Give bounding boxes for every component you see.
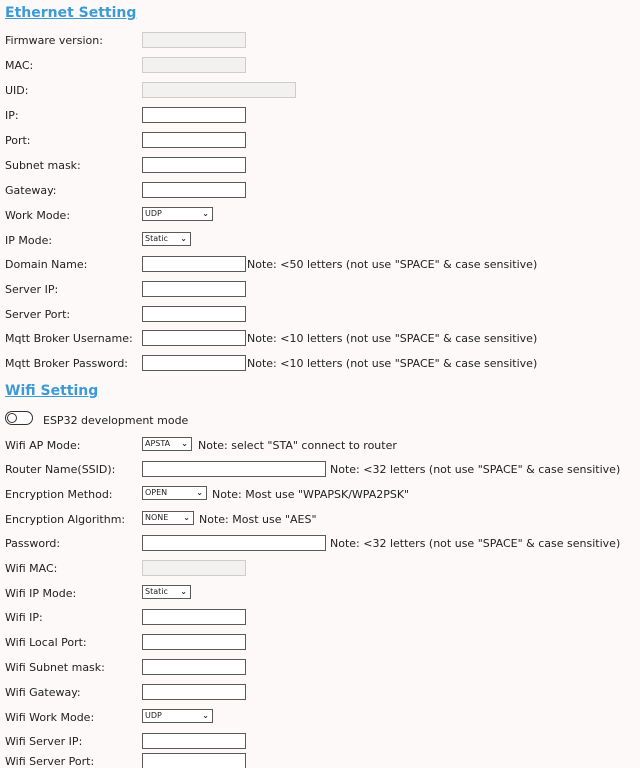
gateway-label: Gateway: (5, 184, 57, 197)
enc-method-note: Note: Most use "WPAPSK/WPA2PSK" (212, 488, 410, 501)
router-row (5, 461, 635, 479)
port-label: Port: (5, 134, 31, 147)
ap-mode-row (5, 437, 635, 455)
wifi-gateway-row (5, 684, 635, 702)
ip-input[interactable] (142, 107, 246, 123)
server-port-input[interactable] (142, 306, 246, 322)
uid-row (5, 82, 635, 100)
enc-algo-label: Encryption Algorithm: (5, 513, 126, 526)
wifi-mac-field (142, 560, 246, 576)
uid-label: UID: (5, 84, 29, 97)
mqtt-user-note: Note: <10 letters (not use "SPACE" & case sensitive) (247, 332, 538, 345)
dev-mode-row (5, 412, 635, 430)
subnet-label: Subnet mask: (5, 159, 81, 172)
wifi-server-ip-input[interactable] (142, 733, 246, 749)
port-row (5, 132, 635, 150)
password-input[interactable] (142, 535, 326, 551)
mqtt-user-input[interactable] (142, 330, 246, 346)
toggle-switch-icon[interactable] (5, 411, 33, 425)
wifi-local-port-row (5, 634, 635, 652)
work-mode-value: UDP (145, 209, 162, 218)
chevron-down-icon: ⌄ (180, 587, 187, 596)
wifi-server-port-label: Wifi Server Port: (5, 755, 95, 768)
ip-mode-row (5, 232, 635, 250)
domain-input[interactable] (142, 256, 246, 272)
domain-note: Note: <50 letters (not use "SPACE" & case sensitive) (247, 258, 538, 271)
mqtt-pass-label: Mqtt Broker Password: (5, 357, 129, 370)
firmware-row (5, 32, 635, 50)
wifi-local-port-input[interactable] (142, 634, 246, 650)
work-mode-select[interactable] (142, 207, 213, 221)
wifi-ip-input[interactable] (142, 609, 246, 625)
mac-label: MAC: (5, 59, 34, 72)
enc-algo-select[interactable] (142, 511, 194, 525)
subnet-row (5, 157, 635, 175)
firmware-field (142, 32, 246, 48)
wifi-server-ip-row (5, 733, 635, 751)
enc-algo-value: NONE (145, 513, 169, 522)
server-port-label: Server Port: (5, 308, 71, 321)
password-label: Password: (5, 537, 61, 550)
router-input[interactable] (142, 461, 326, 477)
ip-label: IP: (5, 109, 19, 122)
password-row (5, 535, 635, 553)
mqtt-pass-row (5, 355, 635, 373)
enc-algo-note: Note: Most use "AES" (199, 513, 317, 526)
port-input[interactable] (142, 132, 246, 148)
server-ip-label: Server IP: (5, 283, 59, 296)
enc-method-value: OPEN (145, 488, 168, 497)
wifi-mac-row (5, 560, 635, 578)
gateway-row (5, 182, 635, 200)
wifi-mac-label: Wifi MAC: (5, 562, 58, 575)
firmware-label: Firmware version: (5, 34, 103, 47)
work-mode-row (5, 207, 635, 225)
wifi-gateway-label: Wifi Gateway: (5, 686, 81, 699)
wifi-ip-mode-select[interactable] (142, 585, 191, 599)
mqtt-user-label: Mqtt Broker Username: (5, 332, 133, 345)
enc-algo-row (5, 511, 635, 529)
enc-method-select[interactable] (142, 486, 207, 500)
wifi-subnet-label: Wifi Subnet mask: (5, 661, 105, 674)
wifi-server-port-input[interactable] (142, 753, 246, 768)
ap-mode-label: Wifi AP Mode: (5, 439, 81, 452)
mqtt-pass-input[interactable] (142, 355, 246, 371)
ip-mode-label: IP Mode: (5, 234, 53, 247)
router-label: Router Name(SSID): (5, 463, 116, 476)
enc-method-label: Encryption Method: (5, 488, 113, 501)
wifi-server-ip-label: Wifi Server IP: (5, 735, 83, 748)
ip-row (5, 107, 635, 125)
ap-mode-select[interactable] (142, 437, 192, 451)
wifi-work-mode-value: UDP (145, 711, 162, 720)
dev-mode-label: ESP32 development mode (43, 414, 189, 427)
enc-method-row (5, 486, 635, 504)
password-note: Note: <32 letters (not use "SPACE" & case sensitive) (330, 537, 621, 550)
chevron-down-icon: ⌄ (196, 488, 203, 497)
ip-mode-value: Static (145, 234, 168, 243)
wifi-subnet-row (5, 659, 635, 677)
wifi-section-title: Wifi Setting (5, 383, 99, 399)
server-port-row (5, 306, 635, 324)
wifi-ip-mode-row (5, 585, 635, 603)
chevron-down-icon: ⌄ (181, 439, 188, 448)
wifi-work-mode-row (5, 709, 635, 727)
domain-row (5, 256, 635, 274)
toggle-knob (7, 413, 17, 423)
mac-field (142, 57, 246, 73)
domain-label: Domain Name: (5, 258, 88, 271)
ap-mode-note: Note: select "STA" connect to router (198, 439, 397, 452)
wifi-ip-row (5, 609, 635, 627)
chevron-down-icon: ⌄ (202, 711, 209, 720)
wifi-ip-mode-label: Wifi IP Mode: (5, 587, 77, 600)
mqtt-pass-note: Note: <10 letters (not use "SPACE" & case sensitive) (247, 357, 538, 370)
wifi-ip-mode-value: Static (145, 587, 168, 596)
router-note: Note: <32 letters (not use "SPACE" & case sensitive) (330, 463, 621, 476)
server-ip-input[interactable] (142, 281, 246, 297)
mqtt-user-row (5, 330, 635, 348)
ethernet-section-title: Ethernet Setting (5, 5, 137, 21)
subnet-input[interactable] (142, 157, 246, 173)
mac-row (5, 57, 635, 75)
wifi-ip-label: Wifi IP: (5, 611, 43, 624)
wifi-work-mode-label: Wifi Work Mode: (5, 711, 95, 724)
chevron-down-icon: ⌄ (202, 209, 209, 218)
wifi-local-port-label: Wifi Local Port: (5, 636, 87, 649)
chevron-down-icon: ⌄ (183, 513, 190, 522)
chevron-down-icon: ⌄ (180, 234, 187, 243)
wifi-work-mode-select[interactable] (142, 709, 213, 723)
wifi-server-port-row (5, 753, 635, 768)
uid-field (142, 82, 296, 98)
work-mode-label: Work Mode: (5, 209, 71, 222)
wifi-subnet-input[interactable] (142, 659, 246, 675)
gateway-input[interactable] (142, 182, 246, 198)
wifi-gateway-input[interactable] (142, 684, 246, 700)
ap-mode-value: APSTA (145, 439, 171, 448)
server-ip-row (5, 281, 635, 299)
ip-mode-select[interactable] (142, 232, 191, 246)
